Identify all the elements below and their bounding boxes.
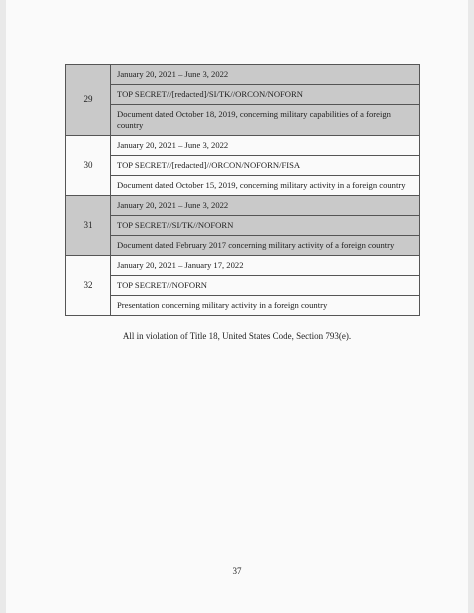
count-classification: TOP SECRET//NOFORN bbox=[111, 276, 420, 296]
count-29-description-row bbox=[66, 105, 420, 136]
count-classification: TOP SECRET//[redacted]/SI/TK//ORCON/NOFORN bbox=[111, 85, 420, 105]
page-number: 37 bbox=[232, 566, 242, 576]
count-classification: TOP SECRET//SI/TK//NOFORN bbox=[111, 216, 420, 236]
count-30-dates-row bbox=[66, 136, 420, 156]
count-dates: January 20, 2021 – January 17, 2022 bbox=[111, 256, 420, 276]
count-description: Document dated February 2017 concerning military activity of a foreign country bbox=[111, 236, 420, 256]
violation-statement: All in violation of Title 18, United States Code, Section 793(e). bbox=[122, 331, 352, 341]
count-description: Document dated October 18, 2019, concerning military capabilities of a foreign country bbox=[111, 105, 420, 136]
count-number: 32 bbox=[66, 256, 111, 316]
count-32-classification-row bbox=[66, 276, 420, 296]
count-31-dates-row bbox=[66, 196, 420, 216]
count-dates: January 20, 2021 – June 3, 2022 bbox=[111, 65, 420, 85]
count-30-classification-row bbox=[66, 156, 420, 176]
count-31-classification-row bbox=[66, 216, 420, 236]
document-page bbox=[6, 0, 468, 613]
count-number: 29 bbox=[66, 65, 111, 136]
count-32-dates-row bbox=[66, 256, 420, 276]
count-30-description-row bbox=[66, 176, 420, 196]
count-description: Document dated October 15, 2019, concerning military activity in a foreign country bbox=[111, 176, 420, 196]
count-dates: January 20, 2021 – June 3, 2022 bbox=[111, 136, 420, 156]
count-32-description-row bbox=[66, 296, 420, 316]
count-31-description-row bbox=[66, 236, 420, 256]
count-29-classification-row bbox=[66, 85, 420, 105]
count-description: Presentation concerning military activity in a foreign country bbox=[111, 296, 420, 316]
count-dates: January 20, 2021 – June 3, 2022 bbox=[111, 196, 420, 216]
count-number: 31 bbox=[66, 196, 111, 256]
count-classification: TOP SECRET//[redacted]//ORCON/NOFORN/FISA bbox=[111, 156, 420, 176]
counts-table bbox=[65, 64, 420, 316]
count-29-dates-row bbox=[66, 65, 420, 85]
count-number: 30 bbox=[66, 136, 111, 196]
